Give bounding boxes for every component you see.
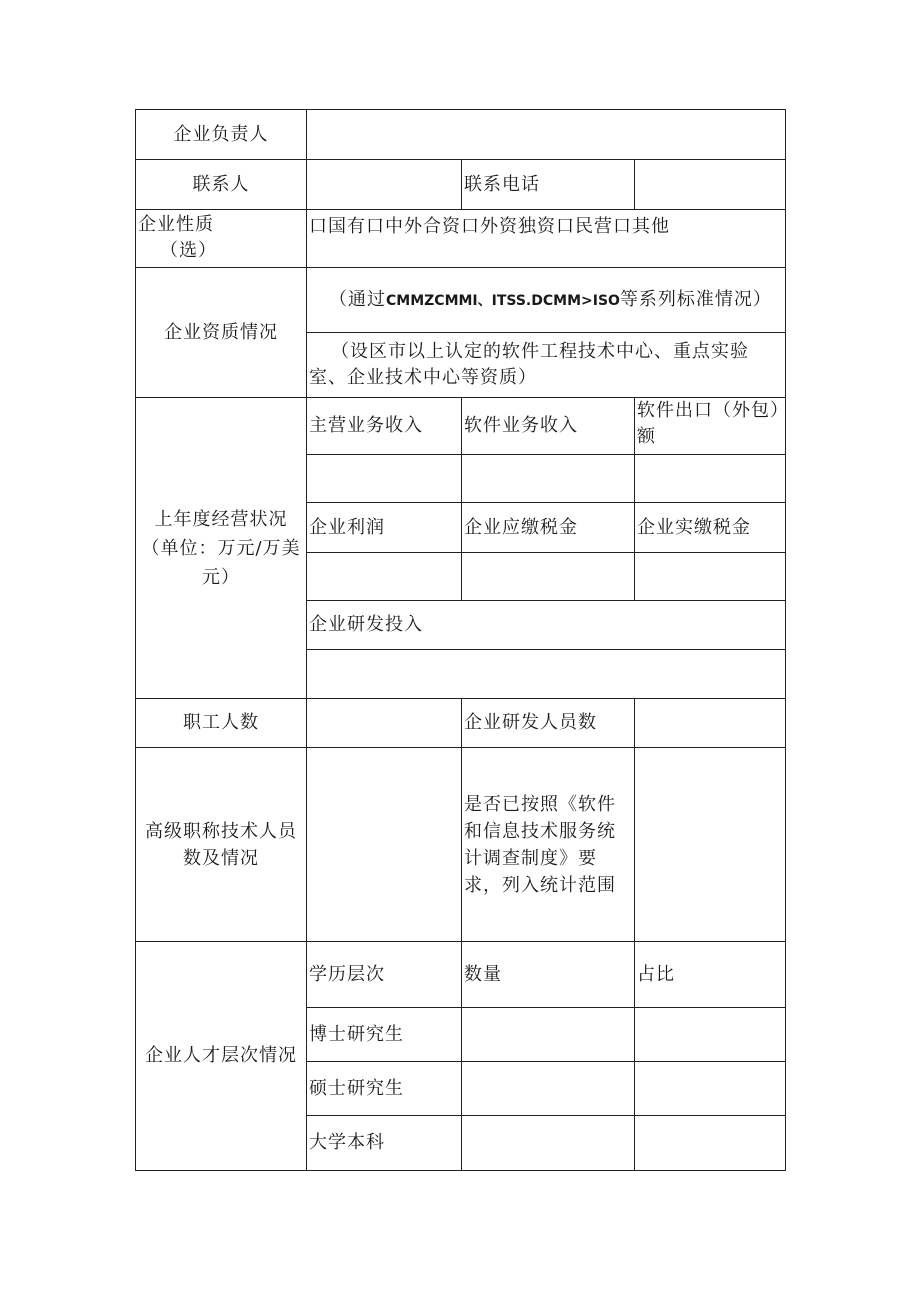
- phd-quantity[interactable]: [462, 1008, 635, 1062]
- senior-staff-label: 高级职称技术人员数及情况: [136, 748, 307, 942]
- staff-count-value[interactable]: [307, 699, 462, 748]
- phone-label: 联系电话: [462, 160, 635, 210]
- rd-investment-label: 企业研发投入: [307, 601, 786, 650]
- rd-staff-value[interactable]: [635, 699, 786, 748]
- leader-label: 企业负责人: [136, 110, 307, 160]
- nature-label-hint: （选）: [160, 240, 217, 261]
- contact-value-cell[interactable]: [307, 160, 462, 210]
- tax-payable-value[interactable]: [462, 553, 635, 601]
- talent-label: 企业人才层次情况: [136, 942, 307, 1171]
- master-label: 硕士研究生: [307, 1062, 462, 1116]
- rd-staff-label: 企业研发人员数: [462, 699, 635, 748]
- qual-note1-suffix: 等系列标准情况）: [619, 288, 772, 310]
- bachelor-ratio[interactable]: [635, 1116, 786, 1171]
- tax-paid-label: 企业实缴税金: [635, 503, 786, 553]
- nature-label-cell: [136, 210, 307, 268]
- software-income-value[interactable]: [462, 455, 635, 503]
- software-export-label: 软件出口（外包）额: [635, 398, 786, 455]
- qual-note2-text: （设区市以上认定的软件工程技术中心、重点实验室、企业技术中心等资质）: [309, 341, 749, 388]
- tax-paid-value[interactable]: [635, 553, 786, 601]
- leader-value-cell[interactable]: [307, 110, 786, 160]
- phd-ratio[interactable]: [635, 1008, 786, 1062]
- nature-options[interactable]: 口国有口中外合资口外资独资口民营口其他: [307, 210, 786, 268]
- operation-label: 上年度经营状况（单位：万元/万美元）: [136, 398, 307, 699]
- bachelor-label: 大学本科: [307, 1116, 462, 1171]
- profit-label: 企业利润: [307, 503, 462, 553]
- profit-value[interactable]: [307, 553, 462, 601]
- staff-count-label: 职工人数: [136, 699, 307, 748]
- phone-value-cell[interactable]: [635, 160, 786, 210]
- stat-question-label: 是否已按照《软件和信息技术服务统计调查制度》要求，列入统计范围: [462, 748, 635, 942]
- nature-label: 企业性质: [138, 214, 214, 235]
- software-income-label: 软件业务收入: [462, 398, 635, 455]
- qualification-note-centers[interactable]: [307, 333, 786, 398]
- senior-staff-value[interactable]: [307, 748, 462, 942]
- rd-investment-value[interactable]: [307, 650, 786, 699]
- software-export-value[interactable]: [635, 455, 786, 503]
- tax-payable-label: 企业应缴税金: [462, 503, 635, 553]
- enterprise-info-table: [135, 109, 786, 1171]
- bachelor-quantity[interactable]: [462, 1116, 635, 1171]
- contact-label: 联系人: [136, 160, 307, 210]
- edu-level-header: 学历层次: [307, 942, 462, 1008]
- qualification-label: 企业资质情况: [136, 268, 307, 398]
- main-income-label: 主营业务收入: [307, 398, 462, 455]
- qual-note1-standards: CMMZCMMI、ITSS.DCMM>ISO: [386, 292, 620, 309]
- qualification-note-standards[interactable]: [307, 268, 786, 333]
- qual-note1-prefix: （通过: [329, 288, 386, 310]
- master-quantity[interactable]: [462, 1062, 635, 1116]
- stat-answer-value[interactable]: [635, 748, 786, 942]
- quantity-header: 数量: [462, 942, 635, 1008]
- phd-label: 博士研究生: [307, 1008, 462, 1062]
- master-ratio[interactable]: [635, 1062, 786, 1116]
- ratio-header: 占比: [635, 942, 786, 1008]
- main-income-value[interactable]: [307, 455, 462, 503]
